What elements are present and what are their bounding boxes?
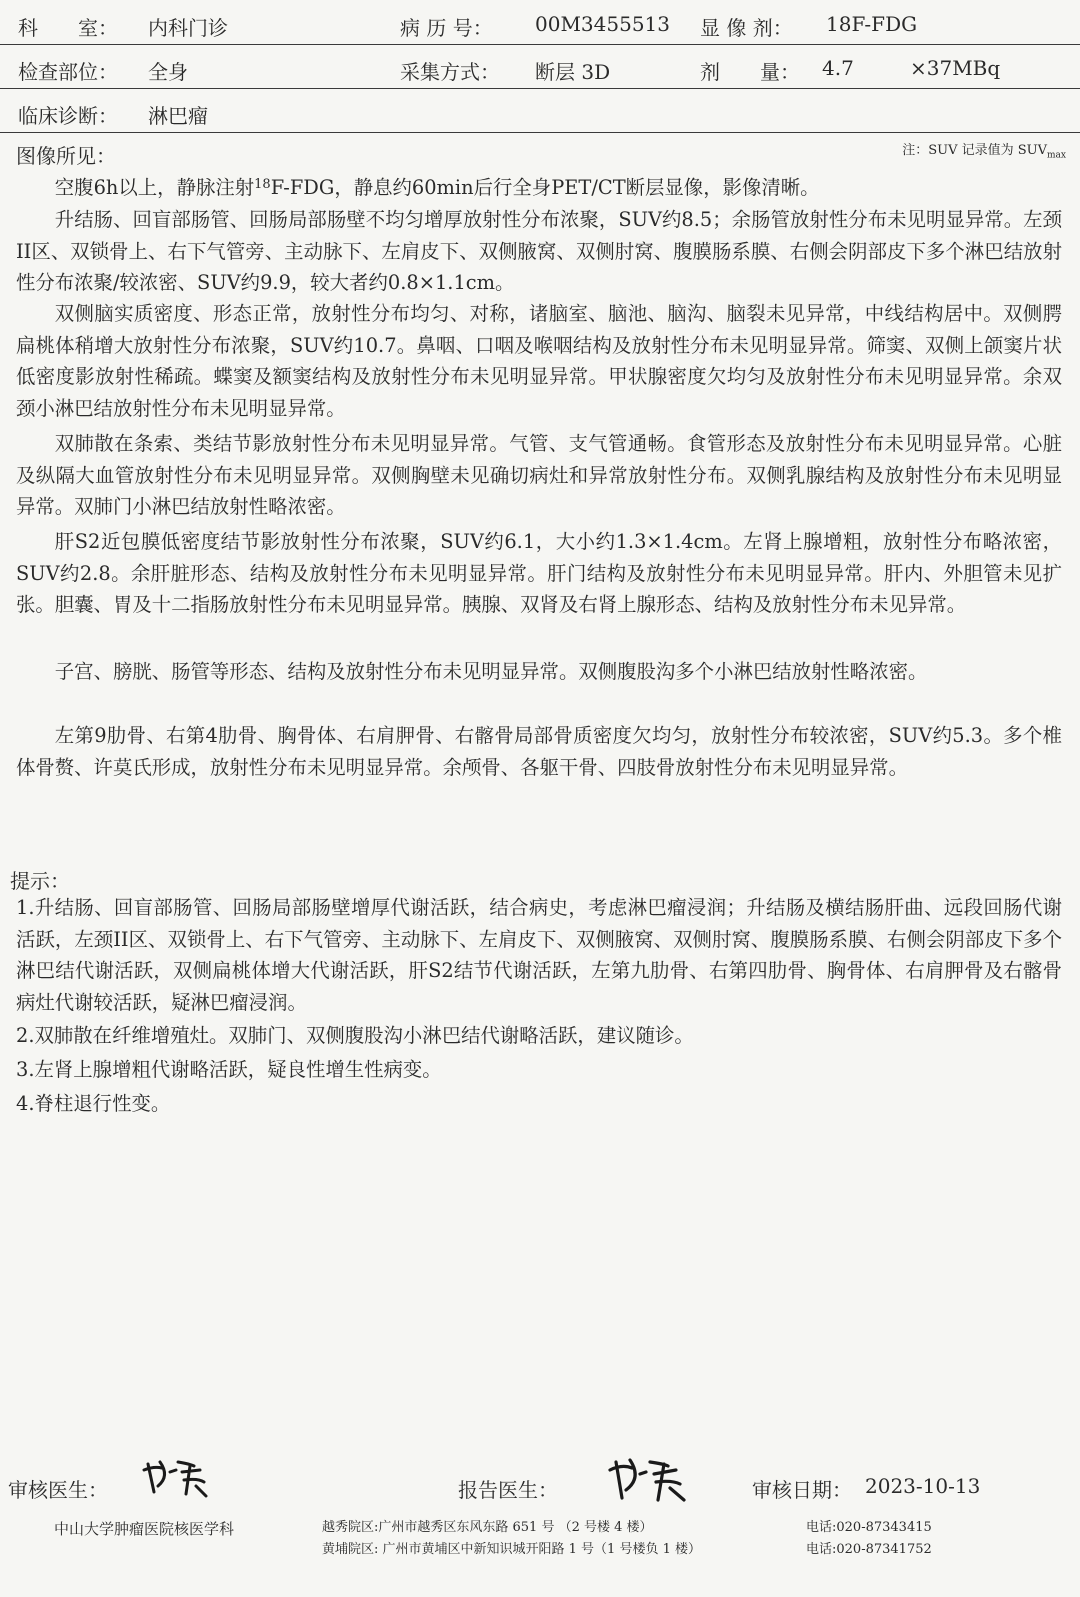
dept-value: 内科门诊 <box>148 16 228 40</box>
impression-title: 提示： <box>10 869 70 893</box>
footer-institution: 中山大学肿瘤医院核医学科 <box>54 1520 235 1538</box>
finding-p1-b: F-FDG，静息约60min后行全身PET/CT断层显像，影像清晰。 <box>270 176 820 199</box>
finding-p2: 升结肠、回盲部肠管、回肠局部肠壁不均匀增厚放射性分布浓聚，SUV约8.5；余肠管放射性分布未见明显异常。左颈II区、双锁骨上、右下气管旁、主动脉下、左肩皮下、双侧腋窝、双侧肘窝、腹膜肠系膜、右侧会阴部皮下多个淋巴结放射性分布浓聚/较浓密、SUV约9.9，较大者约0.8×1.1cm。 <box>16 208 1062 294</box>
site-value: 全身 <box>148 60 188 84</box>
suv-note-sub: max <box>1047 150 1066 161</box>
reviewer-label: 审核医生： <box>8 1478 108 1502</box>
dept-label: 科 室： <box>18 16 118 40</box>
footer-address-2: 黄埔院区: 广州市黄埔区中新知识城开阳路 1 号（1 号楼负 1 楼） <box>322 1542 701 1557</box>
diag-label: 临床诊断： <box>18 104 118 128</box>
impression-item-2: 2.双肺散在纤维增殖灶。双肺门、双侧腹股沟小淋巴结代谢略活跃，建议随诊。 <box>16 1024 694 1047</box>
review-date-label: 审核日期： <box>752 1478 852 1502</box>
record-label: 病 历 号： <box>400 16 493 40</box>
findings-title: 图像所见： <box>16 144 116 168</box>
record-value: 00M3455513 <box>535 12 670 36</box>
finding-p1-a: 空腹6h以上，静脉注射 <box>54 176 255 199</box>
footer-tel-1: 电话:020-87343415 <box>806 1520 932 1535</box>
dose-label: 剂 量： <box>700 60 800 84</box>
agent-value: 18F-FDG <box>826 12 918 36</box>
finding-p6: 子宫、膀胱、肠管等形态、结构及放射性分布未见明显异常。双侧腹股沟多个小淋巴结放射性略浓密。 <box>54 660 928 683</box>
finding-p3: 双侧脑实质密度、形态正常，放射性分布均匀、对称，诸脑室、脑池、脑沟、脑裂未见异常，中线结构居中。双侧腭扁桃体稍增大放射性分布浓聚，SUV约10.7。鼻咽、口咽及喉咽结构及放射性分布未见明显异常。筛窦、双侧上颌窦片状低密度影放射性稀疏。蝶窦及额窦结构及放射性分布未见明显异常。甲状腺密度欠均匀及放射性分布未见明显异常。余双颈小淋巴结放射性分布未见明显异常。 <box>16 302 1062 420</box>
suv-note-text: 注：SUV 记录值为 SUV <box>902 143 1048 158</box>
header-row-dept <box>0 0 1080 45</box>
review-date-value: 2023-10-13 <box>865 1474 981 1498</box>
acq-value: 断层 3D <box>535 60 611 84</box>
finding-p5: 肝S2近包膜低密度结节影放射性分布浓聚，SUV约6.1，大小约1.3×1.4cm。左肾上腺增粗，放射性分布略浓密，SUV约2.8。余肝脏形态、结构及放射性分布未见明显异常。肝门结构及放射性分布未见明显异常。肝内、外胆管未见扩张。胆囊、胃及十二指肠放射性分布未见明显异常。胰腺、双肾及右肾上腺形态、结构及放射性分布未见异常。 <box>16 530 1062 616</box>
dose-value: 4.7 <box>822 56 854 80</box>
reviewer-signature <box>140 1456 230 1500</box>
site-label: 检查部位： <box>18 60 118 84</box>
dose-unit: ×37MBq <box>910 56 1001 80</box>
finding-p4: 双肺散在条索、类结节影放射性分布未见明显异常。气管、支气管通畅。食管形态及放射性分布未见明显异常。心脏及纵隔大血管放射性分布未见明显异常。双侧胸壁未见确切病灶和异常放射性分布。双侧乳腺结构及放射性分布未见明显异常。双肺门小淋巴结放射性略浓密。 <box>16 432 1062 518</box>
finding-p1-sup: 18 <box>254 177 271 192</box>
header-row-site <box>0 44 1080 89</box>
header-row-diagnosis <box>0 88 1080 133</box>
footer-address-1: 越秀院区:广州市越秀区东风东路 651 号 （2 号楼 4 楼） <box>322 1520 653 1535</box>
reporter-label: 报告医生： <box>458 1478 558 1502</box>
finding-p1 <box>16 172 1062 204</box>
footer-tel-2: 电话:020-87341752 <box>806 1542 932 1557</box>
diag-value: 淋巴瘤 <box>148 104 208 128</box>
impression-item-4: 4.脊柱退行性变。 <box>16 1092 171 1115</box>
impression-item-3: 3.左肾上腺增粗代谢略活跃，疑良性增生性病变。 <box>16 1058 442 1081</box>
finding-p7: 左第9肋骨、右第4肋骨、胸骨体、右肩胛骨、右髂骨局部骨质密度欠均匀，放射性分布较浓密，SUV约5.3。多个椎体骨赘、许莫氏形成，放射性分布未见明显异常。余颅骨、各躯干骨、四肢骨放射性分布未见明显异常。 <box>16 724 1062 779</box>
reporter-signature <box>606 1456 706 1504</box>
impression-item-1: 1.升结肠、回盲部肠管、回肠局部肠壁增厚代谢活跃，结合病史，考虑淋巴瘤浸润；升结肠及横结肠肝曲、远段回肠代谢活跃，左颈II区、双锁骨上、右下气管旁、主动脉下、左肩皮下、双侧腋窝、双侧肘窝、腹膜肠系膜、右侧会阴部皮下多个淋巴结代谢活跃，双侧扁桃体增大代谢活跃，肝S2结节代谢活跃，左第九肋骨、右第四肋骨、胸骨体、右肩胛骨及右髂骨病灶代谢较活跃，疑淋巴瘤浸润。 <box>16 896 1062 1014</box>
suv-note <box>902 139 1066 161</box>
acq-label: 采集方式： <box>400 60 500 84</box>
agent-label: 显 像 剂： <box>700 16 793 40</box>
